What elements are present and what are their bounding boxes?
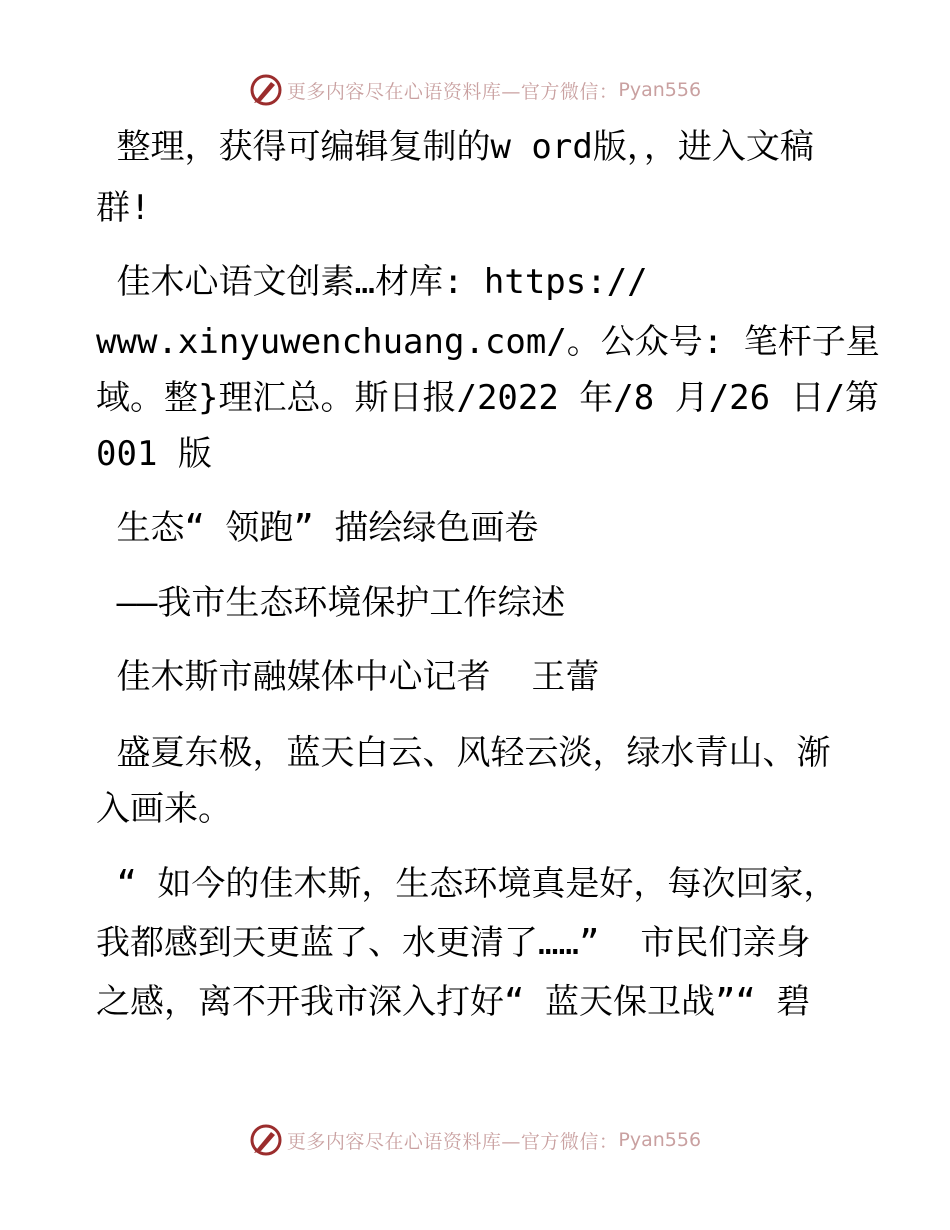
body-line: 盛夏东极，蓝天白云、风轻云淡，绿水青山、渐 bbox=[96, 733, 831, 773]
article-title: 生态“ 领跑” 描绘绿色画卷 bbox=[96, 508, 539, 548]
body-line: 域。整}理汇总。斯日报/2022 年/8 月/26 日/第 bbox=[96, 378, 880, 418]
body-line: “ 如今的佳木斯，生态环境真是好，每次回家， bbox=[96, 864, 838, 904]
body-line: www.xinyuwenchuang.com/。公众号: 笔杆子星 bbox=[96, 322, 880, 362]
body-line: 群! bbox=[96, 188, 151, 228]
body-line: 我都感到天更蓝了、水更清了……” 市民们亲身 bbox=[96, 923, 811, 963]
header-banner-contact: Pyan556 bbox=[618, 79, 702, 101]
header-banner bbox=[0, 72, 950, 108]
pen-logo-icon bbox=[249, 1123, 283, 1157]
body-line: 001 版 bbox=[96, 434, 212, 474]
article-byline: 佳木斯市融媒体中心记者 王蕾 bbox=[96, 657, 600, 697]
header-banner-text: 更多内容尽在心语资料库—官方微信： bbox=[286, 80, 619, 103]
footer-banner bbox=[0, 1122, 950, 1158]
footer-banner-text: 更多内容尽在心语资料库—官方微信： bbox=[286, 1130, 619, 1153]
body-line: 入画来。 bbox=[96, 789, 232, 829]
pen-logo-icon bbox=[249, 73, 283, 107]
body-line: 整理，获得可编辑复制的w ord版，，进入文稿 bbox=[96, 127, 814, 167]
footer-banner-contact: Pyan556 bbox=[618, 1129, 702, 1151]
body-line: 佳木心语文创素…材库: https:// bbox=[96, 262, 648, 302]
article-subtitle: ——我市生态环境保护工作综述 bbox=[96, 583, 566, 623]
body-line: 之感，离不开我市深入打好“ 蓝天保卫战”“ 碧 bbox=[96, 982, 811, 1022]
